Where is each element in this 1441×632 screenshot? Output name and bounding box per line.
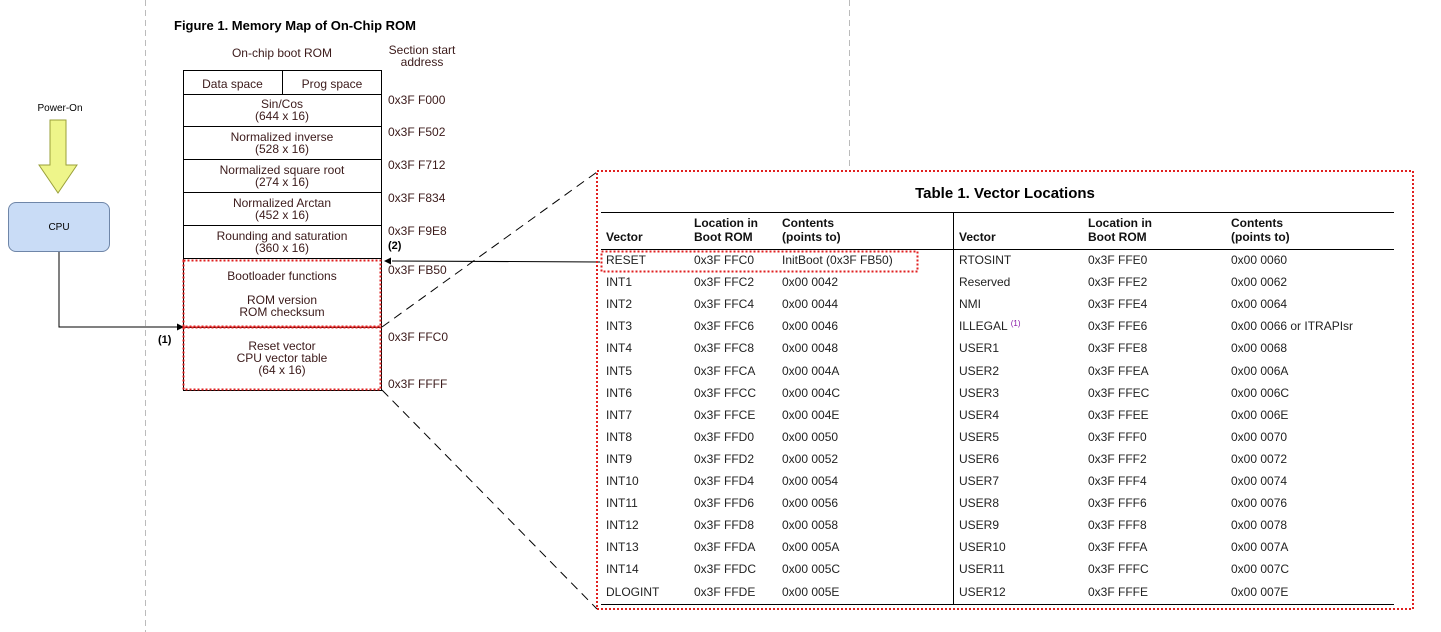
vector-name-cell bbox=[606, 452, 632, 466]
contents-cell-text: 0x00 0042 bbox=[782, 275, 839, 289]
vector-name-cell bbox=[959, 562, 1005, 576]
location-cell bbox=[694, 386, 756, 400]
header-contents-line2: (points to) bbox=[782, 230, 841, 244]
location-cell-text: 0x3F FFC0 bbox=[694, 253, 755, 267]
contents-cell-text: 0x00 007C bbox=[1231, 562, 1290, 576]
rom-block-normalized-inverse bbox=[183, 131, 381, 155]
rom-block-reset-vector bbox=[183, 340, 381, 376]
contents-cell bbox=[1231, 253, 1287, 267]
contents-cell bbox=[782, 430, 838, 444]
rom-block-size: (644 x 16) bbox=[254, 109, 310, 123]
location-cell-text: 0x3F FFC2 bbox=[694, 275, 755, 289]
contents-cell bbox=[1231, 297, 1287, 311]
location-cell bbox=[694, 562, 756, 576]
header-location-line1: Location in bbox=[1088, 216, 1152, 230]
location-cell-text: 0x3F FFF0 bbox=[1088, 430, 1147, 444]
contents-cell-text: 0x00 0076 bbox=[1231, 496, 1288, 510]
vector-name-cell-text: USER7 bbox=[959, 474, 1000, 488]
section-address: 0x3F F834 bbox=[388, 191, 446, 205]
section-address: 0x3F F9E8 bbox=[388, 224, 447, 238]
contents-cell bbox=[782, 562, 840, 576]
contents-cell bbox=[1231, 585, 1288, 599]
location-cell-text: 0x3F FFC6 bbox=[694, 319, 755, 333]
rom-block-label: Rounding and saturation bbox=[216, 229, 348, 243]
contents-cell-text: 0x00 0046 bbox=[782, 319, 839, 333]
contents-cell-text: 0x00 0048 bbox=[782, 341, 839, 355]
rom-block-size: (452 x 16) bbox=[254, 208, 310, 222]
header-vector-left: Vector bbox=[606, 230, 643, 244]
contents-cell-text: 0x00 006A bbox=[1231, 364, 1289, 378]
location-cell bbox=[1088, 562, 1149, 576]
location-cell-text: 0x3F FFD6 bbox=[694, 496, 755, 510]
section-address: 0x3F FB50 bbox=[388, 263, 447, 277]
location-cell bbox=[694, 585, 755, 599]
vector-name-cell bbox=[606, 474, 639, 488]
vector-name-cell bbox=[959, 474, 999, 488]
contents-cell bbox=[782, 452, 838, 466]
location-cell bbox=[1088, 540, 1147, 554]
reset-pointer-line bbox=[392, 261, 600, 262]
contents-cell-text: 0x00 0058 bbox=[782, 518, 839, 532]
power-on-arrow-icon bbox=[39, 120, 77, 193]
location-cell bbox=[694, 253, 754, 267]
location-cell bbox=[694, 474, 754, 488]
location-cell-text: 0x3F FFF4 bbox=[1088, 474, 1147, 488]
vector-name-cell-text: INT11 bbox=[606, 496, 638, 510]
vector-name-cell-text: USER6 bbox=[959, 452, 1000, 466]
vector-name-cell-text: INT8 bbox=[606, 430, 633, 444]
section-address: 0x3F FFFF bbox=[388, 377, 448, 391]
location-cell bbox=[694, 341, 754, 355]
contents-cell bbox=[1231, 430, 1287, 444]
location-cell-text: 0x3F FFDC bbox=[694, 562, 757, 576]
contents-cell-text: InitBoot (0x3F FB50) bbox=[782, 253, 893, 267]
location-cell-text: 0x3F FFE2 bbox=[1088, 275, 1148, 289]
vector-name-cell-text: USER3 bbox=[959, 386, 1000, 400]
contents-cell bbox=[782, 496, 838, 510]
contents-cell-text: 0x00 0070 bbox=[1231, 430, 1288, 444]
location-cell-text: 0x3F FFFE bbox=[1088, 585, 1149, 599]
vector-name-cell-text: INT2 bbox=[606, 297, 633, 311]
contents-cell bbox=[782, 341, 838, 355]
rom-checksum-label: ROM checksum bbox=[239, 305, 325, 319]
vector-name-cell-text: INT5 bbox=[606, 364, 633, 378]
location-cell bbox=[1088, 496, 1147, 510]
vector-name-cell-text: USER2 bbox=[959, 364, 1000, 378]
cpu-label: CPU bbox=[48, 221, 70, 233]
contents-cell bbox=[782, 474, 838, 488]
location-cell bbox=[694, 430, 754, 444]
vector-name-cell-text: USER8 bbox=[959, 496, 1000, 510]
vector-name-cell-text: ILLEGAL bbox=[959, 319, 1008, 333]
contents-cell-text: 0x00 004C bbox=[782, 386, 841, 400]
location-cell bbox=[694, 452, 754, 466]
location-cell-text: 0x3F FFFC bbox=[1088, 562, 1149, 576]
vector-name-cell bbox=[959, 408, 999, 422]
rom-block-label: Normalized Arctan bbox=[232, 196, 332, 210]
contents-cell-text: 0x00 0068 bbox=[1231, 341, 1288, 355]
location-cell-text: 0x3F FFD0 bbox=[694, 430, 755, 444]
location-cell bbox=[1088, 474, 1147, 488]
location-cell-text: 0x3F FFEE bbox=[1088, 408, 1149, 422]
rom-block-size: (360 x 16) bbox=[254, 241, 310, 255]
vector-name-cell bbox=[959, 253, 1011, 267]
location-cell bbox=[1088, 341, 1147, 355]
location-cell bbox=[1088, 386, 1149, 400]
contents-cell bbox=[1231, 496, 1287, 510]
table-title: Table 1. Vector Locations bbox=[915, 185, 1095, 202]
location-cell-text: 0x3F FFCA bbox=[694, 364, 756, 378]
rom-block-bootloader bbox=[183, 270, 381, 318]
contents-cell bbox=[782, 319, 838, 333]
location-cell-text: 0x3F FFC4 bbox=[694, 297, 755, 311]
vector-name-cell bbox=[959, 430, 999, 444]
vector-name-cell-text: INT3 bbox=[606, 319, 633, 333]
marker-2: (2) bbox=[388, 240, 402, 252]
header-vector-right: Vector bbox=[959, 230, 996, 244]
location-cell-text: 0x3F FFE4 bbox=[1088, 297, 1148, 311]
vector-name-cell-text: INT10 bbox=[606, 474, 639, 488]
location-cell-text: 0x3F FFF2 bbox=[1088, 452, 1147, 466]
vector-name-cell-text: INT6 bbox=[606, 386, 633, 400]
header-contents-line1: Contents bbox=[1231, 216, 1283, 230]
vector-name-cell bbox=[606, 562, 639, 576]
contents-cell bbox=[1231, 319, 1353, 333]
vector-name-cell-text: RTOSINT bbox=[959, 253, 1012, 267]
contents-cell bbox=[782, 275, 838, 289]
vector-name-cell-text: USER11 bbox=[959, 562, 1005, 576]
contents-cell bbox=[782, 253, 893, 267]
location-cell-text: 0x3F FFE8 bbox=[1088, 341, 1148, 355]
contents-cell-text: 0x00 004E bbox=[782, 408, 840, 422]
contents-cell-text: 0x00 006C bbox=[1231, 386, 1290, 400]
data-space-cell: Data space bbox=[202, 77, 263, 91]
vector-name-cell bbox=[959, 386, 999, 400]
contents-cell bbox=[1231, 474, 1287, 488]
vector-name-cell-text: USER1 bbox=[959, 341, 1000, 355]
contents-cell bbox=[1231, 275, 1287, 289]
vector-name-cell-text: USER5 bbox=[959, 430, 1000, 444]
vector-name-cell-text: USER4 bbox=[959, 408, 1000, 422]
vector-name-cell bbox=[606, 386, 632, 400]
vector-name-cell-text: NMI bbox=[959, 297, 981, 311]
contents-cell-text: 0x00 005A bbox=[782, 540, 840, 554]
contents-cell-text: 0x00 006E bbox=[1231, 408, 1289, 422]
zoom-line-bottom bbox=[382, 390, 597, 609]
contents-cell-text: 0x00 0072 bbox=[1231, 452, 1288, 466]
vector-name-cell bbox=[606, 430, 632, 444]
contents-cell bbox=[782, 585, 839, 599]
contents-cell-text: 0x00 0074 bbox=[1231, 474, 1288, 488]
contents-cell-text: 0x00 0054 bbox=[782, 474, 839, 488]
location-cell-text: 0x3F FFEA bbox=[1088, 364, 1149, 378]
cpu-vector-table-label: CPU vector table bbox=[236, 351, 328, 365]
contents-cell bbox=[782, 518, 838, 532]
location-cell-text: 0x3F FFFA bbox=[1088, 540, 1148, 554]
reset-vector-label: Reset vector bbox=[248, 339, 316, 353]
location-cell-text: 0x3F FFD4 bbox=[694, 474, 755, 488]
contents-cell bbox=[1231, 386, 1289, 400]
location-cell bbox=[694, 518, 754, 532]
contents-cell-text: 0x00 0044 bbox=[782, 297, 839, 311]
location-cell bbox=[694, 408, 755, 422]
contents-cell bbox=[1231, 518, 1287, 532]
rom-block-label: Sin/Cos bbox=[260, 97, 304, 111]
contents-cell-text: 0x00 007E bbox=[1231, 585, 1289, 599]
contents-cell bbox=[1231, 562, 1289, 576]
vector-name-cell bbox=[606, 408, 632, 422]
marker-1: (1) bbox=[158, 334, 172, 346]
vector-name-cell bbox=[959, 518, 999, 532]
location-cell bbox=[694, 540, 755, 554]
section-start-header-line2: address bbox=[400, 55, 444, 69]
cpu-box bbox=[8, 202, 110, 252]
power-on-label: Power-On bbox=[37, 103, 83, 114]
location-cell-text: 0x3F FFEC bbox=[1088, 386, 1150, 400]
vector-name-cell bbox=[606, 275, 632, 289]
contents-cell-text: 0x00 005C bbox=[782, 562, 841, 576]
vector-name-cell bbox=[606, 585, 659, 599]
vector-name-cell bbox=[959, 496, 999, 510]
section-address: 0x3F F502 bbox=[388, 125, 446, 139]
vector-name-cell bbox=[959, 297, 981, 311]
contents-cell bbox=[782, 364, 839, 378]
vector-name-cell-text: INT7 bbox=[606, 408, 633, 422]
location-cell-text: 0x3F FFE6 bbox=[1088, 319, 1148, 333]
rom-block-normalized-arctan bbox=[183, 197, 381, 221]
vector-name-cell-text: USER10 bbox=[959, 540, 1006, 554]
location-cell-text: 0x3F FFCE bbox=[694, 408, 756, 422]
rom-block-rounding-saturation bbox=[183, 230, 381, 254]
rom-block-sincos bbox=[183, 98, 381, 122]
location-cell bbox=[694, 319, 754, 333]
reset-block-size: (64 x 16) bbox=[258, 363, 306, 377]
figure-title: Figure 1. Memory Map of On-Chip ROM bbox=[174, 18, 416, 33]
header-contents-line2: (points to) bbox=[1231, 230, 1290, 244]
vector-name-cell-text: INT9 bbox=[606, 452, 633, 466]
contents-cell-text: 0x00 0078 bbox=[1231, 518, 1288, 532]
section-start-header bbox=[380, 44, 464, 68]
contents-cell-text: 0x00 0060 bbox=[1231, 253, 1288, 267]
header-location-right bbox=[1088, 216, 1152, 244]
vector-name-cell-text: RESET bbox=[606, 253, 647, 267]
vector-name-cell bbox=[959, 452, 999, 466]
rom-block-normalized-sqrt bbox=[183, 164, 381, 188]
location-cell bbox=[694, 297, 754, 311]
location-cell-text: 0x3F FFD8 bbox=[694, 518, 755, 532]
contents-cell bbox=[1231, 408, 1288, 422]
vector-name-cell bbox=[959, 540, 1006, 554]
rom-version-label: ROM version bbox=[246, 293, 317, 307]
bootloader-label: Bootloader functions bbox=[227, 269, 337, 283]
contents-cell bbox=[782, 386, 840, 400]
location-cell bbox=[1088, 408, 1149, 422]
rom-block-label: Normalized square root bbox=[219, 163, 345, 177]
contents-cell bbox=[1231, 341, 1287, 355]
footnote-marker: (1) bbox=[1010, 319, 1021, 328]
location-cell-text: 0x3F FFDE bbox=[694, 585, 756, 599]
location-cell bbox=[694, 275, 754, 289]
vector-name-cell bbox=[606, 253, 646, 267]
vector-name-cell-text: USER12 bbox=[959, 585, 1006, 599]
rom-block-size: (274 x 16) bbox=[254, 175, 310, 189]
contents-cell-text: 0x00 0052 bbox=[782, 452, 839, 466]
prog-space-cell: Prog space bbox=[301, 77, 363, 91]
vector-name-cell bbox=[959, 585, 1006, 599]
location-cell bbox=[1088, 319, 1147, 333]
location-cell bbox=[694, 496, 754, 510]
location-cell-text: 0x3F FFD2 bbox=[694, 452, 755, 466]
location-cell bbox=[1088, 430, 1147, 444]
contents-cell bbox=[782, 297, 838, 311]
cpu-connector-line bbox=[59, 252, 178, 327]
vector-name-cell bbox=[959, 319, 1020, 333]
vector-name-cell bbox=[606, 297, 632, 311]
contents-cell-text: 0x00 005E bbox=[782, 585, 840, 599]
vector-name-cell-text: INT4 bbox=[606, 341, 633, 355]
vector-name-cell bbox=[606, 540, 639, 554]
vector-name-cell-text: USER9 bbox=[959, 518, 1000, 532]
header-contents-line1: Contents bbox=[782, 216, 834, 230]
vector-name-cell bbox=[959, 341, 999, 355]
contents-cell-text: 0x00 0050 bbox=[782, 430, 839, 444]
location-cell bbox=[1088, 253, 1147, 267]
contents-cell-text: 0x00 007A bbox=[1231, 540, 1289, 554]
contents-cell-text: 0x00 0066 or ITRAPIsr bbox=[1231, 319, 1354, 333]
section-address: 0x3F F712 bbox=[388, 158, 446, 172]
location-cell-text: 0x3F FFCC bbox=[694, 386, 757, 400]
location-cell bbox=[1088, 518, 1147, 532]
location-cell bbox=[1088, 297, 1147, 311]
section-start-header-line1: Section start bbox=[388, 43, 456, 57]
rom-block-size: (528 x 16) bbox=[254, 142, 310, 156]
contents-cell-text: 0x00 0062 bbox=[1231, 275, 1288, 289]
contents-cell bbox=[782, 540, 839, 554]
location-cell-text: 0x3F FFE0 bbox=[1088, 253, 1148, 267]
section-address: 0x3F F000 bbox=[388, 93, 446, 107]
vector-name-cell-text: INT12 bbox=[606, 518, 639, 532]
vector-name-cell-text: DLOGINT bbox=[606, 585, 660, 599]
section-address: 0x3F FFC0 bbox=[388, 330, 449, 344]
vector-name-cell bbox=[606, 496, 638, 510]
contents-cell-text: 0x00 0056 bbox=[782, 496, 839, 510]
location-cell bbox=[1088, 452, 1147, 466]
location-cell-text: 0x3F FFDA bbox=[694, 540, 756, 554]
contents-cell bbox=[782, 408, 839, 422]
vector-name-cell bbox=[959, 364, 999, 378]
contents-cell bbox=[1231, 540, 1288, 554]
location-cell bbox=[694, 364, 755, 378]
vector-name-cell bbox=[606, 518, 639, 532]
header-contents-right bbox=[1231, 216, 1290, 244]
location-cell bbox=[1088, 585, 1148, 599]
contents-cell-text: 0x00 004A bbox=[782, 364, 840, 378]
location-cell bbox=[1088, 364, 1149, 378]
location-cell-text: 0x3F FFF6 bbox=[1088, 496, 1147, 510]
vector-name-cell-text: INT14 bbox=[606, 562, 639, 576]
location-cell-text: 0x3F FFC8 bbox=[694, 341, 755, 355]
header-location-line2: Boot ROM bbox=[694, 230, 753, 244]
header-contents-left bbox=[782, 216, 841, 244]
vector-name-cell bbox=[959, 275, 1010, 289]
location-cell-text: 0x3F FFF8 bbox=[1088, 518, 1147, 532]
vector-name-cell-text: INT1 bbox=[606, 275, 633, 289]
contents-cell-text: 0x00 0064 bbox=[1231, 297, 1288, 311]
contents-cell bbox=[1231, 452, 1287, 466]
rom-header: On-chip boot ROM bbox=[231, 46, 333, 60]
location-cell bbox=[1088, 275, 1147, 289]
header-location-left bbox=[694, 216, 758, 244]
vector-name-cell bbox=[606, 319, 632, 333]
contents-cell bbox=[1231, 364, 1288, 378]
header-location-line1: Location in bbox=[694, 216, 758, 230]
vector-name-cell bbox=[606, 364, 632, 378]
vector-name-cell bbox=[606, 341, 632, 355]
rom-block-label: Normalized inverse bbox=[230, 130, 334, 144]
vector-name-cell-text: Reserved bbox=[959, 275, 1011, 289]
header-location-line2: Boot ROM bbox=[1088, 230, 1147, 244]
vector-name-cell-text: INT13 bbox=[606, 540, 639, 554]
